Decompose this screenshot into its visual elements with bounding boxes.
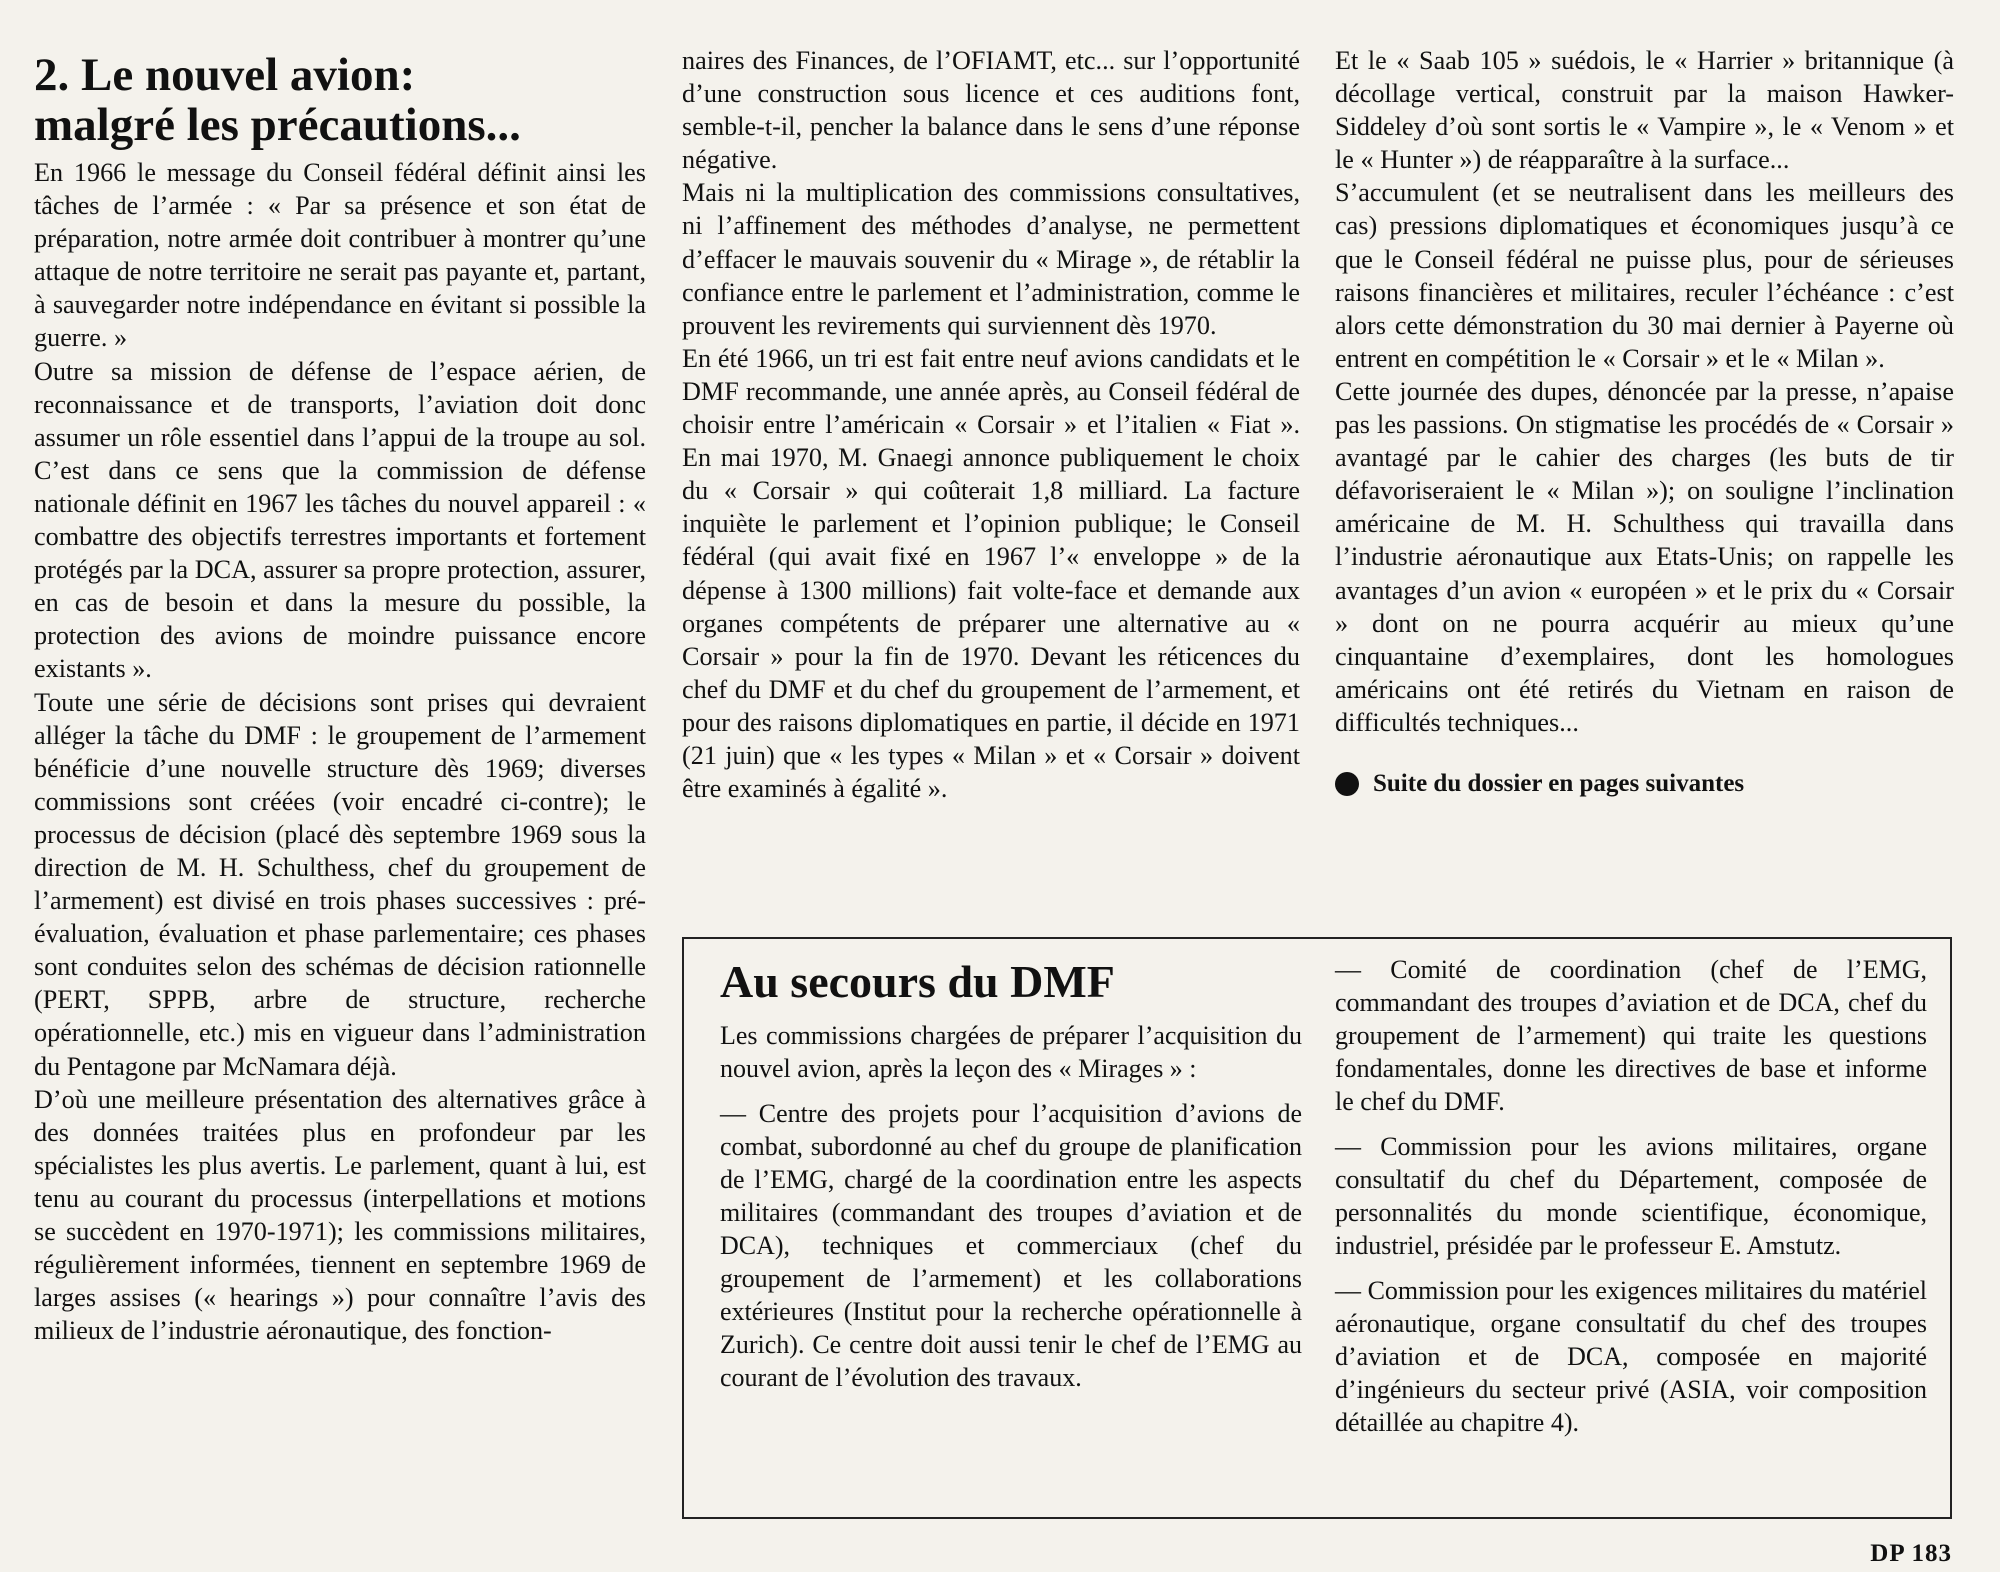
paragraph: Toute une série de décisions sont prises qui devraient alléger la tâche du DMF : le groupement de l’armement bénéficie d’une nouvelle structure dès 1969; diverses commissions sont créées (voir encadré ci-contre); le processus de décision (placé dès septembre 1969 sous la direction de M. H. Schulthess, chef du groupement de l’armement) est divisé en trois phases successives : pré-évaluation, évaluation et phase parlementaire; ces phases sont conduites selon des schémas de décision rationnelle (PERT, SPPB, arbre de structure, recherche opérationnelle, etc.) mis en vigueur dans l’administration du Pentagone par McNamara déjà. (34, 687, 646, 1081)
box-column-2 (1335, 953, 1927, 1439)
box-intro: Les commissions chargées de préparer l’acquisition du nouvel avion, après la leçon des « Mirages » : (720, 1021, 1302, 1083)
paragraph: En 1966 le message du Conseil fédéral définit ainsi les tâches de l’armée : « Par sa présence et son état de préparation, notre armée doit contribuer à montrer qu’une attaque de notre territoire ne serait pas payante et, partant, à sauvegarder notre indépendance en évitant si possible la guerre. » (34, 158, 646, 353)
headline-line-2: malgré les précautions... (34, 99, 521, 151)
article-headline (34, 50, 646, 150)
paragraph: Et le « Saab 105 » suédois, le « Harrier » britannique (à décollage vertical, construit par la maison Hawker-Siddeley d’où sont sortis le « Vampire », le « Venom » et le « Hunter ») de réapparaître à la surface... (1335, 46, 1954, 175)
article-column-2 (682, 44, 1300, 805)
paragraph: naires des Finances, de l’OFIAMT, etc... sur l’opportunité d’une construction sous licence et ces auditions font, semble-t-il, pencher la balance dans le sens d’une réponse négative. (682, 46, 1300, 175)
box-item: — Commission pour les exigences militaires du matériel aéronautique, organe consultatif du chef des troupes d’aviation et de DCA, composée en majorité d’ingénieurs du secteur privé (ASIA, voir composition détaillée au chapitre 4). (1335, 1276, 1927, 1437)
article-column-1 (34, 50, 646, 1347)
box-item: — Comité de coordination (chef de l’EMG, commandant des troupes d’aviation et de DCA, chef du groupement de l’armement) qui traite les questions fondamentales, donne les directives de base et informe le chef du DMF. (1335, 955, 1927, 1116)
paragraph: Mais ni la multiplication des commissions consultatives, ni l’affinement des méthodes d’analyse, ne permettent d’effacer le mauvais souvenir du « Mirage », de rétablir la confiance entre le parlement et l’administration, comme le prouvent les revirements qui surviennent dès 1970. (682, 178, 1300, 340)
continued-note (1335, 767, 1954, 800)
box-column-1 (720, 953, 1302, 1394)
paragraph: En été 1966, un tri est fait entre neuf avions candidats et le DMF recommande, une année après, au Conseil fédéral de choisir entre l’américain « Corsair » et l’italien « Fiat ». En mai 1970, M. Gnaegi annonce publiquement le choix du « Corsair » qui coûterait 1,8 milliard. La facture inquiète le parlement et l’opinion publique; le Conseil fédéral (qui avait fixé en 1967 l’« enveloppe » de la dépense à 1300 millions) fait volte-face et demande aux organes compétents de préparer une alternative au « Corsair » pour la fin de 1970. Devant les réticences du chef du DMF et du chef du groupement de l’armement, et pour des raisons diplomatiques en partie, il décide en 1971 (21 juin) que « les types « Milan » et « Corsair » doivent être examinés à égalité ». (682, 343, 1300, 804)
paragraph: S’accumulent (et se neutralisent dans les meilleurs des cas) pressions diplomatiques et économiques jusqu’à ce que le Conseil fédéral ne puisse plus, pour de sérieuses raisons financières et militaires, reculer l’échéance : c’est alors cette démonstration du 30 mai dernier à Payerne où entrent en compétition le « Corsair » et le « Milan ». (1335, 178, 1954, 373)
box-item: — Centre des projets pour l’acquisition d’avions de combat, subordonné au chef du groupe de planification de l’EMG, chargé de la coordination entre les aspects militaires (commandant des troupes d’aviation et de DCA), techniques et commerciaux (chef du groupement de l’armement) et les collaborations extérieures (Institut pour la recherche opérationnelle à Zurich). Ce centre doit aussi tenir le chef de l’EMG au courant de l’évolution des travaux. (720, 1099, 1302, 1392)
paragraph: Outre sa mission de défense de l’espace aérien, de reconnaissance et de transports, l’aviation doit donc assumer un rôle essentiel dans l’appui de la troupe au sol. C’est dans ce sens que la commission de défense nationale définit en 1967 les tâches du nouvel appareil : « combattre des objectifs terrestres importants et fortement protégés par la DCA, assurer sa propre protection, assurer, en cas de besoin et dans la mesure du possible, la protection des avions de moindre puissance encore existants ». (34, 356, 646, 684)
continued-note-text: Suite du dossier en pages suivantes (1373, 769, 1745, 797)
page-number: DP 183 (1870, 1540, 1952, 1567)
sidebar-box (682, 937, 1952, 1519)
paragraph: D’où une meilleure présentation des alternatives grâce à des données traitées plus en profondeur par les spécialistes les plus avertis. Le parlement, quant à lui, est tenu au courant du processus (interpellations et motions se succèdent en 1970-1971); les commissions militaires, régulièrement informées, tiennent en septembre 1969 de larges assises (« hearings ») pour connaître l’avis des milieux de l’industrie aéronautique, des fonction- (34, 1084, 646, 1346)
article-column-3 (1335, 44, 1954, 800)
paragraph: Cette journée des dupes, dénoncée par la presse, n’apaise pas les passions. On stigmatise les procédés de « Corsair » avantagé par le cahier des charges (les buts de tir défavoriseraient le « Milan »); on souligne l’inclination américaine de M. H. Schulthess qui travailla dans l’industrie aéronautique aux Etats-Unis; on rappelle les avantages d’un avion « européen » et le prix du « Corsair » dont on ne pourra acquérir au mieux qu’une cinquantaine d’exemplaires, dont les homologues américains ont été retirés du Vietnam en raison de difficultés techniques... (1335, 376, 1954, 737)
box-title: Au secours du DMF (720, 956, 1115, 1007)
box-item: — Commission pour les avions militaires, organe consultatif du chef du Département, composée de personnalités du monde scientifique, économique, industriel, présidée par le professeur E. Amstutz. (1335, 1132, 1927, 1260)
headline-line-1: 2. Le nouvel avion: (34, 49, 416, 101)
bullet-dot-icon (1335, 772, 1359, 796)
